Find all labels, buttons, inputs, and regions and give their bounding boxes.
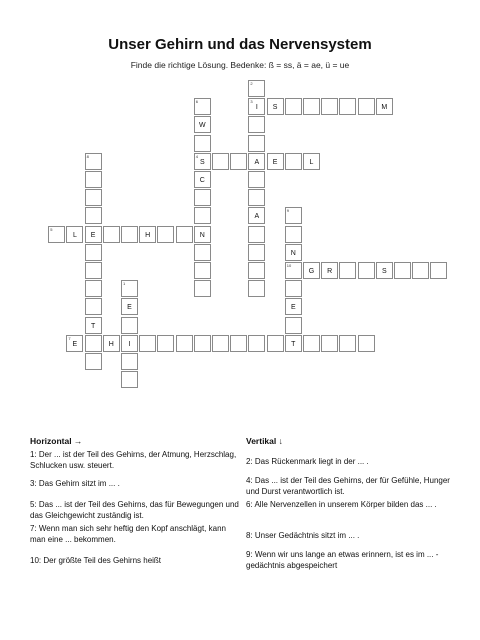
crossword-cell[interactable] [285,207,302,224]
crossword-cell[interactable] [358,98,375,115]
crossword-cell[interactable] [339,262,356,279]
cell-letter: W [198,122,206,130]
crossword-cell[interactable] [121,298,138,315]
clue-number: 8 [86,153,89,159]
crossword-cell[interactable] [248,98,265,115]
crossword-cell[interactable] [339,335,356,352]
crossword-cell[interactable] [85,262,102,279]
crossword-cell[interactable] [248,207,265,224]
clue-vertical-6: 6: Alle Nervenzellen in unserem Körper bilden das ... . [246,500,437,509]
crossword-cell[interactable] [194,262,211,279]
cell-letter: H [145,231,151,239]
cell-letter: G [308,268,315,275]
crossword-cell[interactable] [103,335,120,352]
crossword-cell[interactable] [66,335,83,352]
crossword-cell[interactable] [285,298,302,315]
crossword-cell[interactable] [176,226,193,243]
crossword-cell[interactable] [194,153,211,170]
crossword-cell[interactable] [157,226,174,243]
crossword-cell[interactable] [248,116,265,133]
crossword-cell[interactable] [303,262,320,279]
crossword-cell[interactable] [248,244,265,261]
cell-letter: I [255,104,258,112]
crossword-cell[interactable] [285,226,302,243]
crossword-cell[interactable] [285,262,302,279]
cell-letter: E [272,158,278,166]
crossword-cell[interactable] [339,98,356,115]
crossword-cell[interactable] [248,335,265,352]
crossword-cell[interactable] [358,335,375,352]
cell-letter: T [291,340,296,348]
crossword-cell[interactable] [176,335,193,352]
clue-number: 2 [250,81,253,86]
crossword-cell[interactable] [85,353,102,370]
clue-vertical-4: 4: Das ... ist der Teil des Gehirns, der für Gefühle, Hunger und Durst verantwortlich ist. [246,476,450,496]
crossword-cell[interactable] [121,226,138,243]
clue-vertical-8: 8: Unser Gedächtnis sitzt im ... . [246,531,360,540]
crossword-cell[interactable] [121,317,138,334]
clue-number: 3 [250,99,253,105]
crossword-cell[interactable] [212,153,229,170]
crossword-cell[interactable] [285,280,302,297]
clue-vertical-9: 9: Wenn wir uns lange an etwas erinnern, ist es im ... -gedächtnis abgespeichert [246,550,439,570]
cell-letter: C [199,177,205,184]
cell-letter: E [72,340,78,348]
crossword-cell[interactable] [321,335,338,352]
cell-letter: A [254,213,260,221]
crossword-cell[interactable] [285,317,302,334]
cell-letter: R [327,268,333,275]
cell-letter: H [108,340,114,348]
clue-number: 6 [195,99,199,105]
crossword-cell[interactable] [303,98,320,115]
crossword-cell[interactable] [248,171,265,188]
crossword-cell[interactable] [139,226,156,243]
crossword-cell[interactable] [85,298,102,315]
crossword-cell[interactable] [303,153,320,170]
clue-number: 4 [195,153,199,159]
cell-letter: E [290,304,296,312]
crossword-cell[interactable] [303,335,320,352]
crossword-cell[interactable] [194,171,211,188]
crossword-cell[interactable] [85,189,102,206]
crossword-cell[interactable] [285,98,302,115]
crossword-cell[interactable] [194,98,211,115]
cell-letter: S [272,104,278,112]
crossword-cell[interactable] [358,262,375,279]
crossword-cell[interactable] [376,98,393,115]
cell-letter: S [381,268,387,275]
cell-letter: S [199,158,205,166]
clue-number: 1 [123,281,126,287]
crossword-cell[interactable] [66,226,83,243]
cell-letter: N [290,249,296,257]
crossword-cell[interactable] [103,226,120,243]
page-title: Unser Gehirn und das Nervensystem [108,36,372,53]
crossword-cell[interactable] [230,153,247,170]
clue-horizontal-10: 10: Der größte Teil des Gehirns heißt [30,556,162,565]
crossword-cell[interactable] [230,335,247,352]
crossword-cell[interactable] [121,335,138,352]
crossword-cell[interactable] [267,335,284,352]
cell-letter: N [199,231,205,239]
clue-horizontal-1: 1: Der ... ist der Teil des Gehirns, der Atmung, Herzschlag, Schlucken usw. steuert. [30,450,237,470]
clue-number: 10 [286,263,292,268]
crossword-cell[interactable] [194,280,211,297]
cell-letter: A [254,158,260,166]
vertical-heading: Vertikal ↓ [246,436,283,446]
clue-number: 9 [286,208,290,214]
clue-number: 7 [68,335,71,341]
crossword-cell[interactable] [248,80,265,97]
clue-number: 5 [50,226,53,232]
crossword-cell[interactable] [121,353,138,370]
crossword-cell[interactable] [248,280,265,297]
crossword-cell[interactable] [194,226,211,243]
crossword-cell[interactable] [248,226,265,243]
crossword-cell[interactable] [194,207,211,224]
crossword-cell[interactable] [267,98,284,115]
crossword-cell[interactable] [285,335,302,352]
clue-horizontal-5: 5: Das ... ist der Teil des Gehirns, das für Bewegungen und das Gleichgewicht zuständig ist. [30,500,239,520]
crossword-cell[interactable] [394,262,411,279]
crossword-cell[interactable] [85,317,102,334]
crossword-cell[interactable] [248,189,265,206]
crossword-cell[interactable] [285,244,302,261]
cell-letter: L [309,158,314,166]
crossword-cell[interactable] [376,262,393,279]
cell-letter: M [381,104,388,112]
crossword-cell[interactable] [194,116,211,133]
crossword-cell[interactable] [85,171,102,188]
crossword-cell[interactable] [85,244,102,261]
crossword-cell[interactable] [321,98,338,115]
clue-vertical-2: 2: Das Rückenmark liegt in der ... . [246,457,369,466]
cell-letter: E [90,231,96,239]
crossword-cell[interactable] [248,262,265,279]
crossword-cell[interactable] [321,262,338,279]
clue-horizontal-3: 3: Das Gehirn sitzt im ... . [30,479,120,488]
cell-letter: L [72,231,77,239]
crossword-cell[interactable] [194,244,211,261]
crossword-cell[interactable] [48,226,65,243]
crossword-cell[interactable] [194,335,211,352]
horizontal-heading: Horizontal → [30,436,83,446]
crossword-cell[interactable] [194,189,211,206]
cell-letter: E [127,304,132,312]
crossword-cell[interactable] [85,335,102,352]
crossword-cell[interactable] [285,153,302,170]
crossword-cell[interactable] [194,135,211,152]
instructions: Finde die richtige Lösung. Bedenke: ß = ss, ä = ae, ü = ue [130,60,350,70]
crossword-cell[interactable] [248,153,265,170]
crossword-cell[interactable] [212,335,229,352]
crossword-cell[interactable] [85,280,102,297]
crossword-cell[interactable] [248,135,265,152]
crossword-cell[interactable] [121,280,138,297]
crossword-cell[interactable] [157,335,174,352]
clue-horizontal-7: 7: Wenn man sich sehr heftig den Kopf anschlägt, kann man eine ... bekommen. [30,524,226,544]
crossword-cell[interactable] [139,335,156,352]
crossword-cell[interactable] [85,226,102,243]
crossword-cell[interactable] [121,371,138,388]
crossword-cell[interactable] [412,262,429,279]
cell-letter: I [128,340,131,348]
crossword-cell[interactable] [267,153,284,170]
cell-letter: T [90,322,96,330]
crossword-cell[interactable] [85,153,102,170]
crossword-cell[interactable] [430,262,447,279]
crossword-cell[interactable] [85,207,102,224]
